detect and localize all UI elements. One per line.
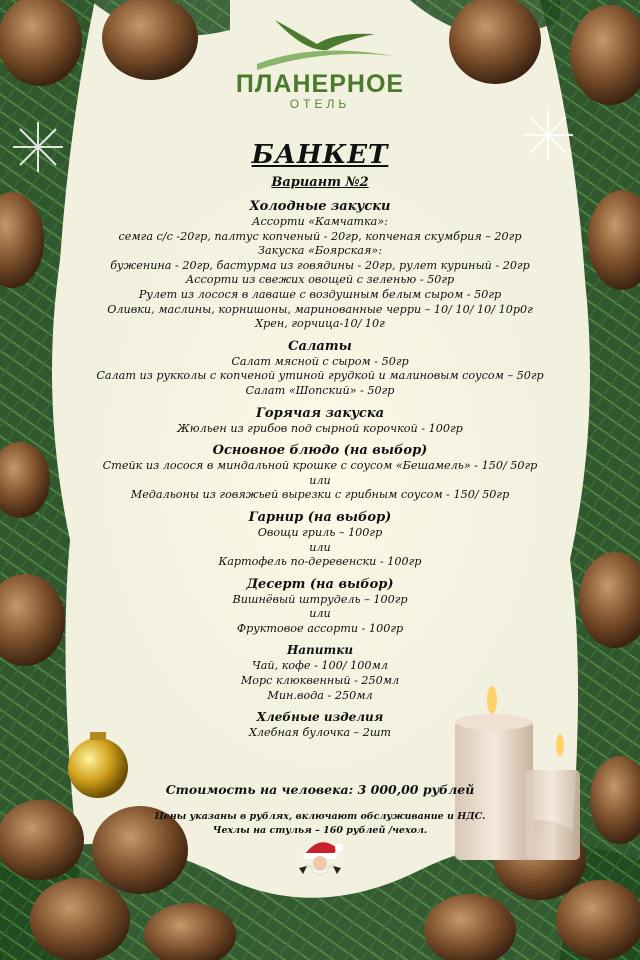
section-title: Хлебные изделия: [256, 710, 384, 725]
menu-line: Овощи гриль – 100гр: [257, 525, 383, 539]
menu-title: БАНКЕТ: [251, 140, 389, 170]
price-per-person: Стоимость на человека: 3 000,00 рублей: [165, 782, 475, 797]
price-notes: [90, 810, 550, 838]
menu-line: Салат «Шопский» - 50гр: [245, 383, 395, 397]
section-title: Десерт (на выбор): [246, 576, 394, 592]
section-title: Салаты: [288, 338, 352, 354]
menu-line: Картофель по-деревенски - 100гр: [218, 555, 422, 569]
note-line: Цены указаны в рублях, включают обслуживание и НДС.: [154, 811, 486, 822]
hotel-subtitle: ОТЕЛЬ: [289, 97, 351, 111]
menu-line: Ассорти «Камчатка»:: [252, 215, 388, 228]
section-title: Горячая закуска: [255, 405, 385, 421]
banquet-menu: [90, 140, 550, 741]
menu-line: Вишнёвый штрудель – 100гр: [232, 592, 408, 606]
hotel-logo: [0, 12, 640, 111]
menu-line: Закуска «Боярская»:: [258, 244, 382, 258]
menu-line: Жюльен из грибов под сырной корочкой - 100гр: [177, 421, 463, 435]
menu-sections: [90, 198, 550, 741]
menu-line: Салат мясной с сыром - 50гр: [231, 354, 409, 368]
menu-line: или: [309, 473, 331, 487]
section-title: Основное блюдо (на выбор): [212, 443, 428, 459]
section-title: Гарнир (на выбор): [248, 509, 392, 525]
section-title: Холодные закуски: [249, 199, 391, 214]
menu-line: Оливки, маслины, корнишоны, маринованные черри – 10/ 10/ 10/ 10р0г: [107, 302, 533, 316]
glider-icon: [245, 12, 395, 72]
menu-line: Стейк из лосося в миндальной крошке с соусом «Бешамель» - 150/ 50гр: [102, 459, 538, 473]
section-title: Напитки: [286, 643, 354, 658]
menu-line: Салат из рукколы с копченой утиной грудкой и малиновым соусом – 50гр: [96, 369, 544, 383]
menu-line: Ассорти из свежих овощей с зеленью - 50гр: [185, 273, 455, 287]
menu-line: Морс клюквенный - 250мл: [240, 674, 400, 688]
menu-line: буженина - 20гр, бастурма из говядины - 20гр, рулет куриный - 20гр: [110, 258, 530, 272]
menu-line: Медальоны из говяжьей вырезки с грибным соусом - 150/ 50гр: [130, 488, 510, 502]
menu-line: или: [309, 607, 331, 621]
menu-line: Рулет из лосося в лаваше с воздушным белым сыром - 50гр: [138, 287, 502, 301]
menu-variant: Вариант №2: [271, 175, 369, 190]
hotel-name: ПЛАНЕРНОЕ: [235, 70, 405, 98]
menu-line: Мин.вода - 250мл: [267, 688, 373, 702]
menu-line: Чай, кофе - 100/ 100мл: [252, 659, 388, 673]
santa-icon: [295, 838, 345, 882]
menu-line: Хрен, горчица-10/ 10г: [255, 317, 385, 331]
note-line: Чехлы на стулья – 160 рублей /чехол.: [212, 825, 428, 836]
menu-line: Хлебная булочка – 2шт: [248, 726, 392, 740]
menu-line: семга с/с -20гр, палтус копченый - 20гр, копченая скумбрия – 20гр: [118, 229, 522, 243]
menu-line: Фруктовое ассорти - 100гр: [236, 621, 404, 635]
menu-line: или: [309, 540, 331, 554]
